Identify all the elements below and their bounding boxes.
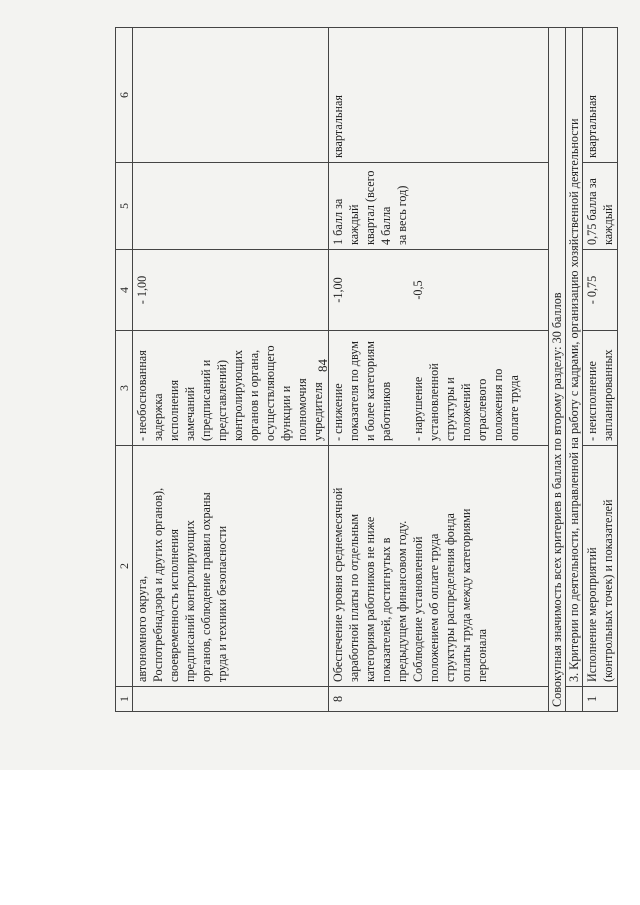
spacer xyxy=(394,254,410,326)
summary-row xyxy=(549,28,566,712)
text-line: - нарушение xyxy=(411,376,425,441)
spacer xyxy=(378,254,394,326)
cont-col-1 xyxy=(133,687,329,712)
text-line: задержка xyxy=(151,393,165,441)
text-line: - снижение xyxy=(331,383,345,441)
text-line: показателя по двум xyxy=(347,341,361,441)
row8-number: 8 xyxy=(329,687,549,712)
text-line: каждый xyxy=(347,204,361,245)
text-line: Роспотребнадзора и других органов), xyxy=(151,487,165,682)
text-line: представлений) xyxy=(215,359,229,441)
text-line: органов, соблюдение правил охраны xyxy=(199,492,213,682)
row8-frequency-note xyxy=(329,163,549,250)
row8-periodicity: квартальная xyxy=(329,28,549,163)
section-col-1 xyxy=(566,687,583,712)
row1-number: 1 xyxy=(583,687,618,712)
text-line: отраслевого xyxy=(475,378,489,441)
cont-indicator-text xyxy=(133,331,329,446)
text-line: исполнения xyxy=(167,379,181,441)
text-line: - неисполнение xyxy=(585,361,599,441)
score-a: -1,00 xyxy=(331,277,345,303)
text-line: - необоснованная xyxy=(135,350,149,441)
text-line: труда и техники безопасности xyxy=(215,525,229,682)
spacer xyxy=(394,335,410,441)
text-line: заработной платы по отдельным xyxy=(347,513,361,682)
cont-col-6 xyxy=(133,28,329,163)
cont-score: - 1,00 xyxy=(133,250,329,331)
spacer xyxy=(362,254,378,326)
text-line: полномочия xyxy=(295,378,309,441)
text-line: квартал (всего xyxy=(363,170,377,245)
text-line: предписаний контролирующих xyxy=(183,520,197,682)
text-line: органов и органа, xyxy=(247,349,261,441)
text-line: структуры распределения фонда xyxy=(443,513,457,682)
row1-frequency-note xyxy=(583,163,618,250)
text-line: контролирующих xyxy=(231,349,245,441)
cont-criterion-text xyxy=(133,446,329,687)
text-line: своевременность исполнения xyxy=(167,529,181,682)
text-line: установленной xyxy=(427,363,441,441)
cont-col-5 xyxy=(133,163,329,250)
section-row xyxy=(566,28,583,712)
page-margin xyxy=(0,770,640,905)
text-line: автономного округа, xyxy=(135,575,149,682)
criteria-table xyxy=(115,27,618,712)
text-line: замечаний xyxy=(183,386,197,441)
table-row-continued xyxy=(133,28,329,712)
text-line: и более категориям xyxy=(363,341,377,441)
row8-criterion-text xyxy=(329,446,549,687)
summary-text: Совокупная значимость всех критериев в баллах по второму разделу: 30 баллов xyxy=(549,28,566,712)
table-row-1 xyxy=(583,28,618,712)
section-title: 3. Критерии по деятельности, направленной на работу с кадрами, организацию хозяйственной деятельности xyxy=(566,28,583,687)
text-line: функции и xyxy=(279,385,293,441)
header-col-3: 3 xyxy=(116,331,133,446)
table-header-row xyxy=(116,28,133,712)
text-line: положения по xyxy=(491,368,505,441)
score-b: -0,5 xyxy=(411,280,425,300)
text-line: (контрольных точек) и показателей xyxy=(601,499,615,682)
text-line: показателей, достигнутых в xyxy=(379,537,393,682)
text-line: учредителя xyxy=(311,382,325,441)
text-line: работников xyxy=(379,381,393,441)
text-line: категориям работников не ниже xyxy=(363,516,377,682)
text-line: запланированных xyxy=(601,349,615,441)
table-row-8 xyxy=(329,28,549,712)
text-line: предыдущем финансовом году. xyxy=(395,520,409,682)
text-line: Обеспечение уровня среднемесячной xyxy=(331,487,345,682)
row1-indicator-text xyxy=(583,331,618,446)
text-line: (предписаний и xyxy=(199,359,213,441)
criteria-table-rotated xyxy=(115,52,615,712)
text-line: осуществляющего xyxy=(263,345,277,441)
header-col-1: 1 xyxy=(116,687,133,712)
header-col-5: 5 xyxy=(116,163,133,250)
text-line: Исполнение мероприятий xyxy=(585,547,599,682)
page-number: 84 xyxy=(315,359,330,372)
header-col-4: 4 xyxy=(116,250,133,331)
text-line: Соблюдение установленной xyxy=(411,536,425,682)
text-line: структуры и xyxy=(443,377,457,441)
text-line: персонала xyxy=(475,628,489,682)
text-line: 1 балл за xyxy=(331,198,345,245)
text-line: каждый xyxy=(601,204,615,245)
header-col-6: 6 xyxy=(116,28,133,163)
spacer xyxy=(346,254,362,326)
row1-score: - 0,75 xyxy=(583,250,618,331)
text-line: оплате труда xyxy=(507,375,521,441)
text-line: 0,75 балла за xyxy=(585,178,599,245)
text-line: за весь год) xyxy=(395,185,409,245)
row1-periodicity: квартальная xyxy=(583,28,618,163)
row8-score xyxy=(329,250,549,331)
text-line: положений xyxy=(459,383,473,441)
row1-criterion-text xyxy=(583,446,618,687)
text-line: положением об оплате труда xyxy=(427,533,441,682)
row8-indicator-text xyxy=(329,331,549,446)
text-line: оплаты труда между категориями xyxy=(459,508,473,682)
text-line: 4 балла xyxy=(379,206,393,245)
header-col-2: 2 xyxy=(116,446,133,687)
